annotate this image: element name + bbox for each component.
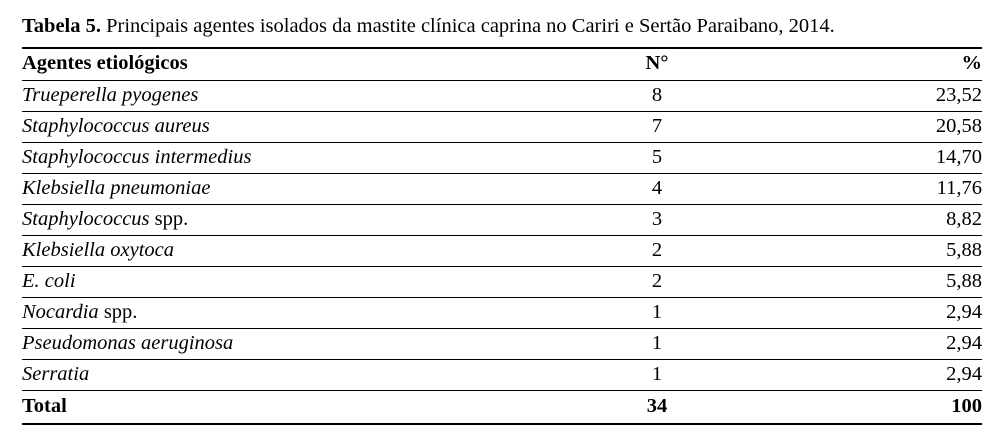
cell-percent: 23,52 [772, 80, 982, 111]
table-caption-label: Tabela 5. [22, 15, 101, 37]
agent-name-italic: Staphylococcus intermedius [22, 145, 252, 168]
agent-name-italic: Nocardia [22, 300, 104, 323]
cell-agent [22, 328, 542, 359]
etiological-agents-table [22, 47, 982, 425]
agent-name-italic: Staphylococcus [22, 207, 155, 230]
cell-count: 1 [542, 359, 772, 390]
table-body [22, 80, 982, 424]
table-total-row [22, 390, 982, 424]
agent-name-suffix: spp. [154, 207, 189, 230]
table-caption-text: Principais agentes isolados da mastite clínica caprina no Cariri e Sertão Paraibano, 2014. [101, 15, 835, 37]
table-row [22, 235, 982, 266]
cell-agent [22, 235, 542, 266]
column-header-agent: Agentes etiológicos [22, 48, 542, 81]
cell-agent [22, 359, 542, 390]
agent-name-italic: Serratia [22, 362, 90, 385]
cell-percent: 2,94 [772, 359, 982, 390]
agent-name-italic: Klebsiella pneumoniae [22, 176, 211, 199]
agent-name-italic: Staphylococcus aureus [22, 114, 210, 137]
table-row [22, 359, 982, 390]
table-row [22, 328, 982, 359]
table-row [22, 297, 982, 328]
cell-total-label: Total [22, 390, 542, 424]
cell-agent [22, 80, 542, 111]
cell-agent [22, 142, 542, 173]
cell-percent: 11,76 [772, 173, 982, 204]
cell-agent [22, 204, 542, 235]
cell-count: 3 [542, 204, 772, 235]
agent-name-italic: Klebsiella oxytoca [22, 238, 174, 261]
cell-count: 7 [542, 111, 772, 142]
cell-agent [22, 297, 542, 328]
cell-percent: 14,70 [772, 142, 982, 173]
agent-name-suffix: spp. [103, 300, 138, 323]
cell-percent: 8,82 [772, 204, 982, 235]
table-row [22, 204, 982, 235]
cell-total-count: 34 [542, 390, 772, 424]
cell-count: 1 [542, 328, 772, 359]
column-header-percent: % [772, 48, 982, 81]
cell-count: 2 [542, 235, 772, 266]
cell-percent: 2,94 [772, 297, 982, 328]
cell-total-percent: 100 [772, 390, 982, 424]
table-header [22, 48, 982, 81]
table-row [22, 266, 982, 297]
cell-count: 1 [542, 297, 772, 328]
agent-name-italic: Pseudomonas aeruginosa [22, 331, 234, 354]
cell-agent [22, 173, 542, 204]
cell-percent: 5,88 [772, 235, 982, 266]
table-row [22, 111, 982, 142]
cell-count: 5 [542, 142, 772, 173]
cell-percent: 2,94 [772, 328, 982, 359]
cell-count: 8 [542, 80, 772, 111]
cell-count: 2 [542, 266, 772, 297]
table-row [22, 142, 982, 173]
table-header-row [22, 48, 982, 81]
cell-percent: 5,88 [772, 266, 982, 297]
cell-agent [22, 266, 542, 297]
cell-agent [22, 111, 542, 142]
agent-name-italic: E. coli [22, 269, 76, 292]
agent-name-italic: Trueperella pyogenes [22, 83, 199, 106]
table-row [22, 80, 982, 111]
cell-count: 4 [542, 173, 772, 204]
cell-percent: 20,58 [772, 111, 982, 142]
column-header-n: N° [542, 48, 772, 81]
table-caption [22, 14, 986, 47]
table-row [22, 173, 982, 204]
